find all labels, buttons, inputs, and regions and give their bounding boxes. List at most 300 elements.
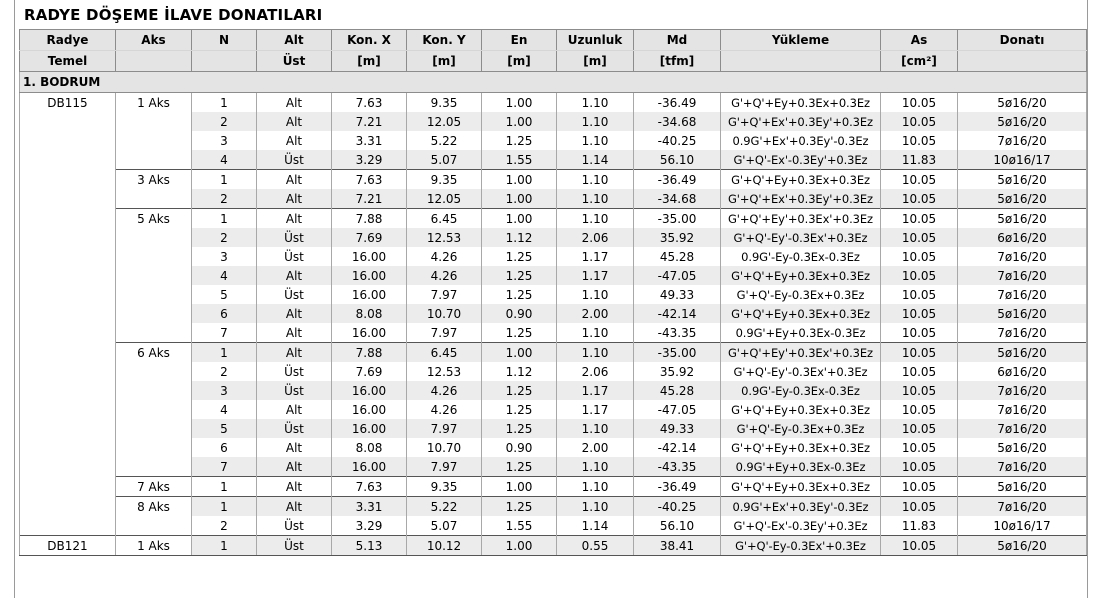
cell-uzunluk: 1.10: [557, 477, 634, 497]
cell-donati: 7ø16/20: [958, 247, 1087, 266]
cell-md: -47.05: [634, 266, 721, 285]
cell-en: 1.25: [482, 457, 557, 477]
cell-alt-ust: Alt: [257, 438, 332, 457]
cell-yukleme: G'+Q'-Ey'-0.3Ex'+0.3Ez: [721, 228, 881, 247]
cell-donati: 5ø16/20: [958, 536, 1087, 556]
cell-alt-ust: Üst: [257, 381, 332, 400]
cell-kon-y: 12.05: [407, 189, 482, 209]
cell-en: 1.00: [482, 536, 557, 556]
col-header-aks: Aks: [116, 30, 192, 51]
cell-donati: 7ø16/20: [958, 419, 1087, 438]
cell-kon-x: 7.63: [332, 93, 407, 113]
cell-md: -42.14: [634, 304, 721, 323]
cell-uzunluk: 1.10: [557, 497, 634, 517]
cell-as: 10.05: [881, 247, 958, 266]
cell-donati: 7ø16/20: [958, 497, 1087, 517]
cell-uzunluk: 1.14: [557, 516, 634, 536]
cell-md: 56.10: [634, 150, 721, 170]
cell-en: 1.25: [482, 400, 557, 419]
cell-as: 10.05: [881, 362, 958, 381]
cell-md: 38.41: [634, 536, 721, 556]
cell-uzunluk: 1.17: [557, 247, 634, 266]
cell-en: 1.25: [482, 247, 557, 266]
table-row: [20, 323, 1087, 343]
cell-n: 6: [192, 438, 257, 457]
cell-yukleme: 0.9G'+Ex'+0.3Ey'-0.3Ez: [721, 131, 881, 150]
cell-kon-y: 4.26: [407, 400, 482, 419]
cell-en: 1.00: [482, 170, 557, 190]
header-row-2: [20, 51, 1087, 72]
cell-alt-ust: Üst: [257, 228, 332, 247]
cell-md: 56.10: [634, 516, 721, 536]
cell-kon-x: 16.00: [332, 400, 407, 419]
cell-as: 10.05: [881, 112, 958, 131]
table-row: [20, 457, 1087, 477]
cell-alt-ust: Alt: [257, 323, 332, 343]
cell-alt-ust: Üst: [257, 516, 332, 536]
table-row: [20, 228, 1087, 247]
cell-donati: 6ø16/20: [958, 228, 1087, 247]
cell-en: 1.25: [482, 381, 557, 400]
cell-n: 3: [192, 381, 257, 400]
cell-aks: [116, 438, 192, 457]
cell-alt-ust: Alt: [257, 497, 332, 517]
cell-temel: [20, 457, 116, 477]
table-row: [20, 438, 1087, 457]
cell-n: 1: [192, 93, 257, 113]
cell-aks: [116, 304, 192, 323]
cell-as: 10.05: [881, 285, 958, 304]
cell-yukleme: G'+Q'+Ey+0.3Ex+0.3Ez: [721, 304, 881, 323]
table-row: [20, 536, 1087, 556]
cell-temel: [20, 516, 116, 536]
col-header-kon-y: Kon. Y: [407, 30, 482, 51]
cell-yukleme: G'+Q'+Ex'+0.3Ey'+0.3Ez: [721, 189, 881, 209]
cell-en: 1.00: [482, 477, 557, 497]
cell-yukleme: G'+Q'-Ex'-0.3Ey'+0.3Ez: [721, 516, 881, 536]
cell-kon-x: 16.00: [332, 323, 407, 343]
cell-as: 10.05: [881, 131, 958, 150]
reinforcement-table: [19, 29, 1087, 556]
cell-alt-ust: Alt: [257, 477, 332, 497]
cell-temel: [20, 400, 116, 419]
cell-uzunluk: 1.10: [557, 112, 634, 131]
cell-kon-x: 7.63: [332, 477, 407, 497]
cell-aks: [116, 457, 192, 477]
cell-kon-x: 16.00: [332, 266, 407, 285]
cell-uzunluk: 1.10: [557, 419, 634, 438]
cell-donati: 5ø16/20: [958, 170, 1087, 190]
cell-yukleme: G'+Q'+Ey'+0.3Ex'+0.3Ez: [721, 209, 881, 229]
cell-kon-y: 9.35: [407, 477, 482, 497]
cell-alt-ust: Üst: [257, 362, 332, 381]
cell-temel: [20, 266, 116, 285]
cell-as: 11.83: [881, 516, 958, 536]
cell-en: 1.00: [482, 93, 557, 113]
cell-n: 2: [192, 189, 257, 209]
cell-yukleme: G'+Q'+Ex'+0.3Ey'+0.3Ez: [721, 112, 881, 131]
cell-kon-x: 16.00: [332, 457, 407, 477]
cell-kon-y: 12.53: [407, 362, 482, 381]
cell-temel: [20, 209, 116, 229]
cell-donati: 5ø16/20: [958, 438, 1087, 457]
cell-md: -47.05: [634, 400, 721, 419]
table-row: [20, 93, 1087, 113]
cell-donati: 5ø16/20: [958, 304, 1087, 323]
col-subheader-en-unit: [m]: [482, 51, 557, 72]
cell-en: 1.25: [482, 497, 557, 517]
cell-en: 1.12: [482, 228, 557, 247]
col-subheader-n: [192, 51, 257, 72]
cell-kon-y: 6.45: [407, 343, 482, 363]
cell-temel: [20, 247, 116, 266]
cell-yukleme: 0.9G'+Ey+0.3Ex-0.3Ez: [721, 457, 881, 477]
cell-aks: [116, 112, 192, 131]
table-row: [20, 150, 1087, 170]
cell-kon-x: 16.00: [332, 381, 407, 400]
col-subheader-donati: [958, 51, 1087, 72]
table-row: [20, 477, 1087, 497]
col-subheader-ust: Üst: [257, 51, 332, 72]
cell-n: 2: [192, 362, 257, 381]
table-row: [20, 189, 1087, 209]
cell-kon-y: 5.07: [407, 516, 482, 536]
cell-kon-x: 5.13: [332, 536, 407, 556]
cell-n: 2: [192, 112, 257, 131]
cell-alt-ust: Alt: [257, 93, 332, 113]
cell-md: -40.25: [634, 497, 721, 517]
cell-en: 0.90: [482, 438, 557, 457]
col-header-en: En: [482, 30, 557, 51]
cell-donati: 7ø16/20: [958, 400, 1087, 419]
cell-temel: [20, 362, 116, 381]
col-header-radye: Radye: [20, 30, 116, 51]
cell-uzunluk: 1.10: [557, 323, 634, 343]
table-row: [20, 285, 1087, 304]
cell-aks: [116, 150, 192, 170]
cell-aks: 1 Aks: [116, 93, 192, 113]
table-row: [20, 112, 1087, 131]
cell-alt-ust: Alt: [257, 304, 332, 323]
cell-aks: 7 Aks: [116, 477, 192, 497]
cell-n: 1: [192, 477, 257, 497]
cell-aks: 8 Aks: [116, 497, 192, 517]
cell-temel: [20, 419, 116, 438]
cell-temel: [20, 285, 116, 304]
cell-donati: 6ø16/20: [958, 362, 1087, 381]
cell-kon-y: 10.12: [407, 536, 482, 556]
cell-kon-x: 7.63: [332, 170, 407, 190]
cell-uzunluk: 1.17: [557, 266, 634, 285]
cell-as: 10.05: [881, 323, 958, 343]
cell-en: 0.90: [482, 304, 557, 323]
cell-temel: [20, 304, 116, 323]
cell-donati: 5ø16/20: [958, 189, 1087, 209]
cell-kon-x: 7.88: [332, 209, 407, 229]
cell-en: 1.25: [482, 323, 557, 343]
cell-as: 10.05: [881, 438, 958, 457]
cell-yukleme: G'+Q'+Ey+0.3Ex+0.3Ez: [721, 266, 881, 285]
cell-uzunluk: 1.17: [557, 381, 634, 400]
cell-aks: 5 Aks: [116, 209, 192, 229]
header-row-1: [20, 30, 1087, 51]
cell-kon-x: 7.21: [332, 112, 407, 131]
cell-kon-x: 16.00: [332, 285, 407, 304]
cell-temel: DB121: [20, 536, 116, 556]
cell-yukleme: G'+Q'-Ey-0.3Ex+0.3Ez: [721, 419, 881, 438]
cell-kon-x: 16.00: [332, 419, 407, 438]
cell-aks: [116, 323, 192, 343]
cell-kon-y: 7.97: [407, 323, 482, 343]
section-label: 1. BODRUM: [20, 72, 1087, 93]
cell-kon-y: 5.07: [407, 150, 482, 170]
col-subheader-as-unit: [cm²]: [881, 51, 958, 72]
cell-donati: 10ø16/17: [958, 516, 1087, 536]
cell-as: 11.83: [881, 150, 958, 170]
cell-donati: 7ø16/20: [958, 457, 1087, 477]
cell-temel: [20, 131, 116, 150]
cell-kon-x: 7.69: [332, 228, 407, 247]
cell-kon-y: 12.53: [407, 228, 482, 247]
cell-uzunluk: 1.10: [557, 93, 634, 113]
cell-aks: 3 Aks: [116, 170, 192, 190]
cell-alt-ust: Alt: [257, 131, 332, 150]
cell-alt-ust: Üst: [257, 285, 332, 304]
cell-kon-x: 7.21: [332, 189, 407, 209]
cell-temel: [20, 150, 116, 170]
cell-donati: 5ø16/20: [958, 209, 1087, 229]
col-header-as: As: [881, 30, 958, 51]
cell-donati: 7ø16/20: [958, 285, 1087, 304]
cell-as: 10.05: [881, 228, 958, 247]
cell-uzunluk: 1.10: [557, 457, 634, 477]
cell-kon-y: 6.45: [407, 209, 482, 229]
cell-en: 1.25: [482, 266, 557, 285]
cell-kon-x: 7.69: [332, 362, 407, 381]
cell-yukleme: G'+Q'+Ey+0.3Ex+0.3Ez: [721, 170, 881, 190]
table-row: [20, 247, 1087, 266]
cell-n: 1: [192, 170, 257, 190]
cell-uzunluk: 2.00: [557, 438, 634, 457]
cell-alt-ust: Alt: [257, 189, 332, 209]
cell-donati: 5ø16/20: [958, 93, 1087, 113]
cell-temel: [20, 189, 116, 209]
section-row: [20, 72, 1087, 93]
cell-kon-y: 10.70: [407, 438, 482, 457]
table-row: [20, 497, 1087, 517]
cell-kon-y: 4.26: [407, 381, 482, 400]
cell-md: 49.33: [634, 285, 721, 304]
cell-n: 5: [192, 285, 257, 304]
cell-kon-y: 4.26: [407, 247, 482, 266]
cell-en: 1.12: [482, 362, 557, 381]
cell-md: 35.92: [634, 228, 721, 247]
cell-yukleme: 0.9G'-Ey-0.3Ex-0.3Ez: [721, 381, 881, 400]
cell-uzunluk: 0.55: [557, 536, 634, 556]
cell-donati: 5ø16/20: [958, 112, 1087, 131]
cell-as: 10.05: [881, 497, 958, 517]
cell-en: 1.00: [482, 112, 557, 131]
cell-kon-x: 3.31: [332, 497, 407, 517]
cell-kon-x: 3.29: [332, 516, 407, 536]
cell-n: 2: [192, 228, 257, 247]
cell-yukleme: G'+Q'+Ey+0.3Ex+0.3Ez: [721, 438, 881, 457]
cell-yukleme: G'+Q'+Ey+0.3Ex+0.3Ez: [721, 477, 881, 497]
cell-kon-x: 3.29: [332, 150, 407, 170]
cell-temel: [20, 343, 116, 363]
cell-n: 4: [192, 400, 257, 419]
col-subheader-md-unit: [tfm]: [634, 51, 721, 72]
cell-uzunluk: 1.17: [557, 400, 634, 419]
col-header-kon-x: Kon. X: [332, 30, 407, 51]
table-row: [20, 400, 1087, 419]
cell-alt-ust: Alt: [257, 170, 332, 190]
cell-kon-y: 9.35: [407, 170, 482, 190]
table-row: [20, 516, 1087, 536]
cell-md: -34.68: [634, 189, 721, 209]
cell-yukleme: G'+Q'-Ey-0.3Ex+0.3Ez: [721, 285, 881, 304]
cell-alt-ust: Alt: [257, 343, 332, 363]
cell-aks: 6 Aks: [116, 343, 192, 363]
cell-as: 10.05: [881, 93, 958, 113]
cell-as: 10.05: [881, 343, 958, 363]
table-row: [20, 362, 1087, 381]
cell-yukleme: G'+Q'+Ey'+0.3Ex'+0.3Ez: [721, 343, 881, 363]
table-row: [20, 131, 1087, 150]
cell-kon-y: 5.22: [407, 131, 482, 150]
cell-alt-ust: Alt: [257, 209, 332, 229]
cell-uzunluk: 2.00: [557, 304, 634, 323]
cell-yukleme: G'+Q'-Ex'-0.3Ey'+0.3Ez: [721, 150, 881, 170]
cell-kon-x: 7.88: [332, 343, 407, 363]
cell-uzunluk: 2.06: [557, 228, 634, 247]
cell-n: 7: [192, 457, 257, 477]
col-header-yukleme: Yükleme: [721, 30, 881, 51]
table-row: [20, 304, 1087, 323]
cell-aks: [116, 516, 192, 536]
cell-kon-y: 9.35: [407, 93, 482, 113]
table-row: [20, 343, 1087, 363]
cell-md: -34.68: [634, 112, 721, 131]
cell-kon-y: 10.70: [407, 304, 482, 323]
cell-alt-ust: Alt: [257, 266, 332, 285]
col-header-alt: Alt: [257, 30, 332, 51]
cell-aks: [116, 362, 192, 381]
cell-alt-ust: Üst: [257, 247, 332, 266]
cell-en: 1.00: [482, 189, 557, 209]
cell-kon-x: 16.00: [332, 247, 407, 266]
col-subheader-aks: [116, 51, 192, 72]
cell-temel: [20, 477, 116, 497]
cell-donati: 7ø16/20: [958, 131, 1087, 150]
cell-as: 10.05: [881, 170, 958, 190]
col-header-donati: Donatı: [958, 30, 1087, 51]
cell-md: -36.49: [634, 170, 721, 190]
cell-n: 4: [192, 266, 257, 285]
cell-uzunluk: 1.10: [557, 343, 634, 363]
cell-aks: [116, 266, 192, 285]
cell-en: 1.25: [482, 285, 557, 304]
cell-alt-ust: Üst: [257, 536, 332, 556]
cell-n: 1: [192, 497, 257, 517]
cell-en: 1.00: [482, 209, 557, 229]
cell-md: 45.28: [634, 381, 721, 400]
cell-md: 49.33: [634, 419, 721, 438]
cell-n: 5: [192, 419, 257, 438]
table-body: [20, 72, 1087, 556]
cell-temel: [20, 170, 116, 190]
cell-temel: DB115: [20, 93, 116, 113]
cell-temel: [20, 438, 116, 457]
cell-as: 10.05: [881, 536, 958, 556]
cell-kon-y: 7.97: [407, 419, 482, 438]
col-header-n: N: [192, 30, 257, 51]
cell-alt-ust: Alt: [257, 112, 332, 131]
cell-kon-y: 7.97: [407, 457, 482, 477]
cell-temel: [20, 112, 116, 131]
cell-yukleme: 0.9G'+Ex'+0.3Ey'-0.3Ez: [721, 497, 881, 517]
cell-alt-ust: Alt: [257, 400, 332, 419]
cell-as: 10.05: [881, 189, 958, 209]
cell-md: -40.25: [634, 131, 721, 150]
cell-md: -42.14: [634, 438, 721, 457]
cell-uzunluk: 1.10: [557, 209, 634, 229]
cell-aks: [116, 189, 192, 209]
cell-n: 3: [192, 131, 257, 150]
cell-n: 2: [192, 516, 257, 536]
cell-temel: [20, 381, 116, 400]
cell-aks: [116, 381, 192, 400]
cell-yukleme: 0.9G'-Ey-0.3Ex-0.3Ez: [721, 247, 881, 266]
cell-kon-y: 4.26: [407, 266, 482, 285]
cell-yukleme: 0.9G'+Ey+0.3Ex-0.3Ez: [721, 323, 881, 343]
table-row: [20, 381, 1087, 400]
cell-kon-y: 12.05: [407, 112, 482, 131]
cell-aks: [116, 228, 192, 247]
cell-as: 10.05: [881, 419, 958, 438]
cell-md: -36.49: [634, 93, 721, 113]
cell-kon-x: 3.31: [332, 131, 407, 150]
cell-as: 10.05: [881, 381, 958, 400]
cell-n: 1: [192, 343, 257, 363]
table-row: [20, 419, 1087, 438]
cell-kon-y: 7.97: [407, 285, 482, 304]
cell-aks: [116, 400, 192, 419]
col-subheader-kon-y-unit: [m]: [407, 51, 482, 72]
cell-aks: [116, 285, 192, 304]
cell-kon-x: 8.08: [332, 304, 407, 323]
cell-temel: [20, 323, 116, 343]
cell-yukleme: G'+Q'+Ey+0.3Ex+0.3Ez: [721, 400, 881, 419]
cell-n: 1: [192, 209, 257, 229]
cell-as: 10.05: [881, 209, 958, 229]
cell-en: 1.25: [482, 131, 557, 150]
col-subheader-uzunluk-unit: [m]: [557, 51, 634, 72]
cell-donati: 7ø16/20: [958, 381, 1087, 400]
cell-en: 1.55: [482, 516, 557, 536]
cell-as: 10.05: [881, 266, 958, 285]
cell-md: -35.00: [634, 209, 721, 229]
report-title: RADYE DÖŞEME İLAVE DONATILARI: [24, 6, 323, 24]
cell-en: 1.00: [482, 343, 557, 363]
cell-md: -35.00: [634, 343, 721, 363]
cell-uzunluk: 2.06: [557, 362, 634, 381]
cell-md: 45.28: [634, 247, 721, 266]
cell-md: -43.35: [634, 323, 721, 343]
cell-aks: [116, 131, 192, 150]
cell-md: 35.92: [634, 362, 721, 381]
cell-uzunluk: 1.10: [557, 285, 634, 304]
